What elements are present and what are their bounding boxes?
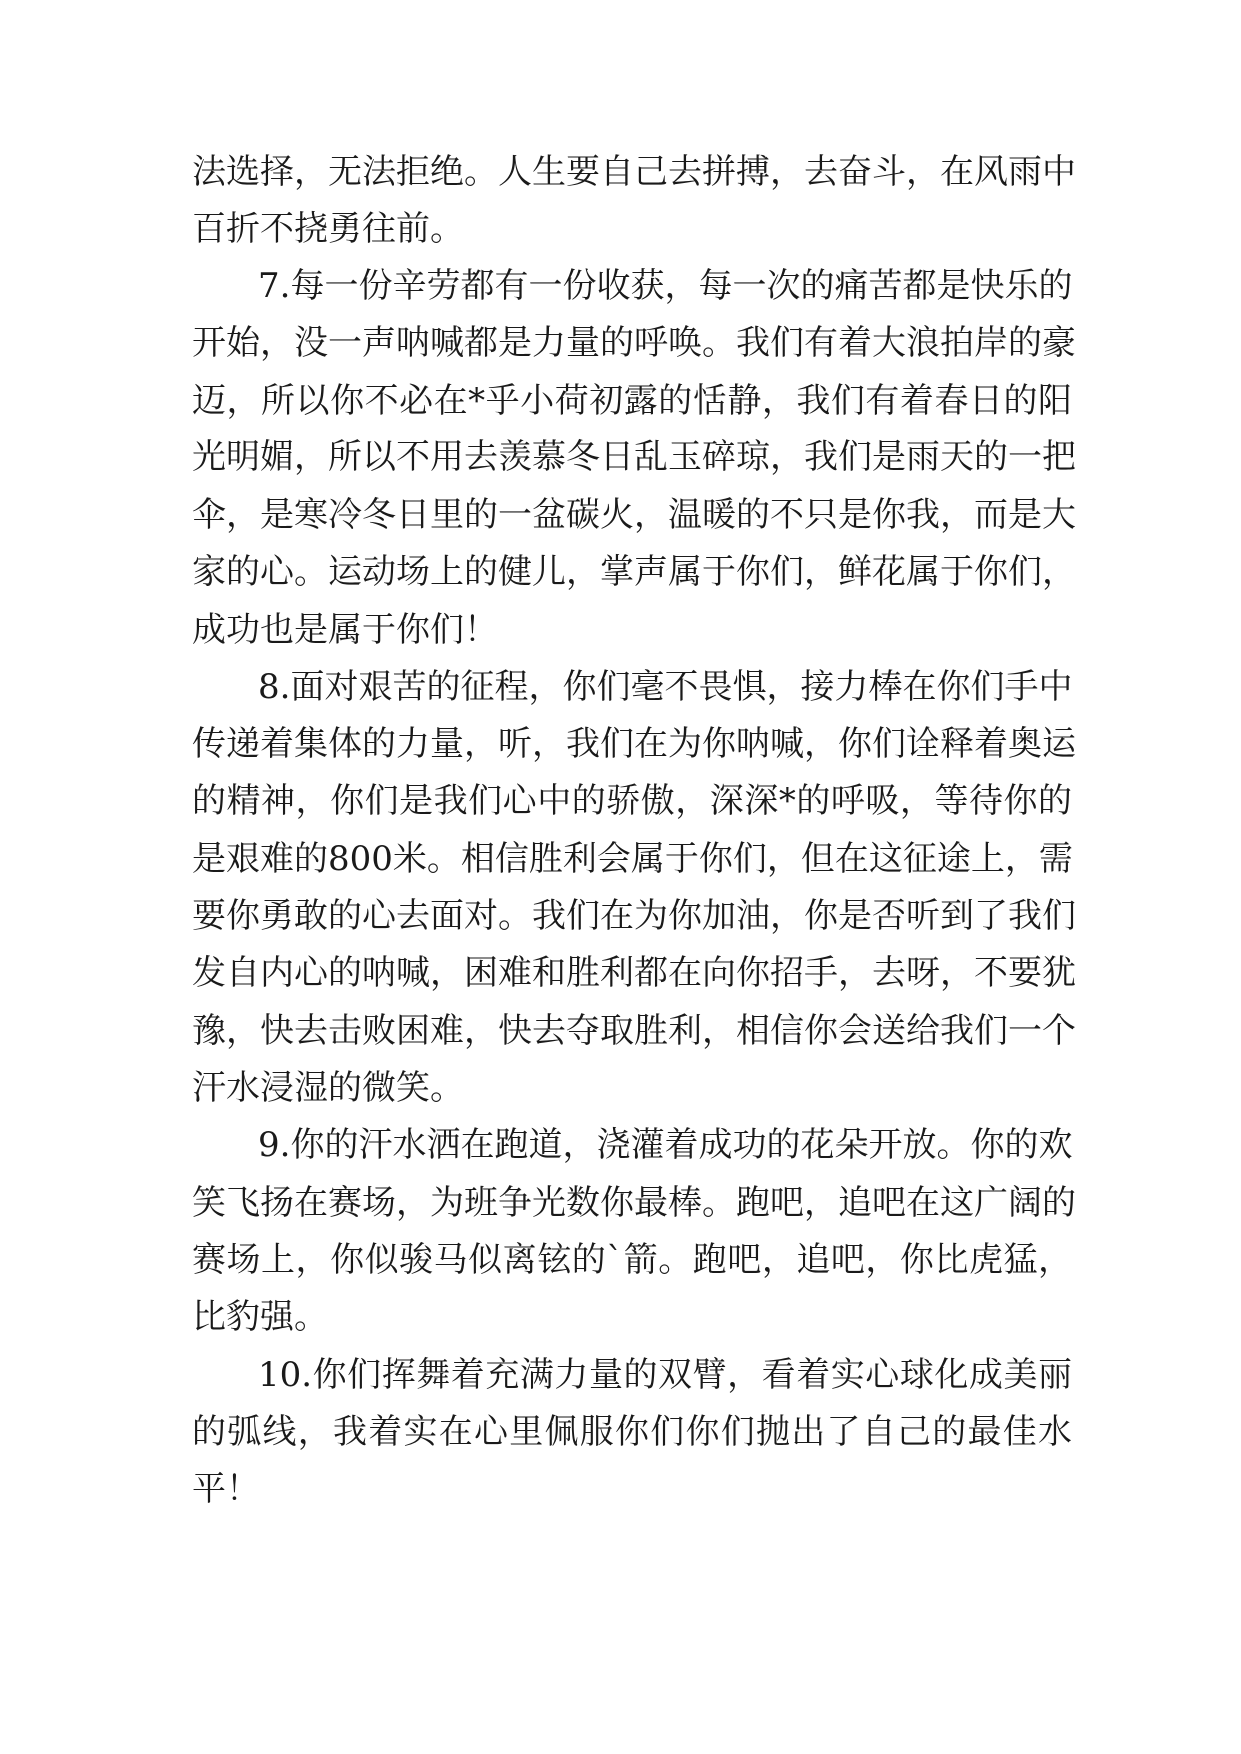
- text-line: 成功也是属于你们！: [192, 610, 498, 650]
- text-line: 传递着集体的力量，听，我们在为你呐喊，你们诠释着奥运: [192, 724, 1076, 764]
- text-line: 法选择，无法拒绝。人生要自己去拼搏，去奋斗，在风雨中: [192, 152, 1076, 192]
- text-line: 10.你们挥舞着充满力量的双臂，看着实心球化成美丽: [258, 1355, 1072, 1395]
- text-line: 豫，快去击败困难，快去夺取胜利，相信你会送给我们一个: [192, 1011, 1076, 1051]
- text-line: 7.每一份辛劳都有一份收获，每一次的痛苦都是快乐的: [258, 266, 1073, 306]
- text-line: 光明媚，所以不用去羡慕冬日乱玉碎琼，我们是雨天的一把: [192, 437, 1076, 477]
- text-line: 迈，所以你不必在*乎小荷初露的恬静，我们有着春日的阳: [192, 381, 1072, 421]
- text-line: 平！: [192, 1469, 260, 1509]
- text-line: 笑飞扬在赛场，为班争光数你最棒。跑吧，追吧在这广阔的: [192, 1183, 1076, 1223]
- text-line: 发自内心的呐喊，困难和胜利都在向你招手，去呀，不要犹: [192, 953, 1076, 993]
- text-line: 8.面对艰苦的征程，你们毫不畏惧，接力棒在你们手中: [258, 667, 1073, 707]
- text-line: 要你勇敢的心去面对。我们在为你加油，你是否听到了我们: [192, 896, 1076, 936]
- text-line: 家的心。运动场上的健儿，掌声属于你们，鲜花属于你们，: [192, 552, 1076, 592]
- text-line: 的精神，你们是我们心中的骄傲，深深*的呼吸，等待你的: [192, 781, 1072, 821]
- text-line: 开始，没一声呐喊都是力量的呼唤。我们有着大浪拍岸的豪: [192, 323, 1076, 363]
- text-line: 百折不挠勇往前。: [192, 209, 464, 249]
- text-line: 比豹强。: [192, 1297, 328, 1337]
- text-line: 伞，是寒冷冬日里的一盆碳火，温暖的不只是你我，而是大: [192, 495, 1076, 535]
- text-line: 汗水浸湿的微笑。: [192, 1068, 464, 1108]
- text-line: 是艰难的800米。相信胜利会属于你们，但在这征途上，需: [192, 839, 1073, 879]
- text-line: 9.你的汗水洒在跑道，浇灌着成功的花朵开放。你的欢: [258, 1125, 1073, 1165]
- text-line: 的弧线，我着实在心里佩服你们你们抛出了自己的最佳水: [192, 1412, 1072, 1452]
- text-line: 赛场上，你似骏马似离铉的`箭。跑吧，追吧，你比虎猛，: [192, 1240, 1072, 1280]
